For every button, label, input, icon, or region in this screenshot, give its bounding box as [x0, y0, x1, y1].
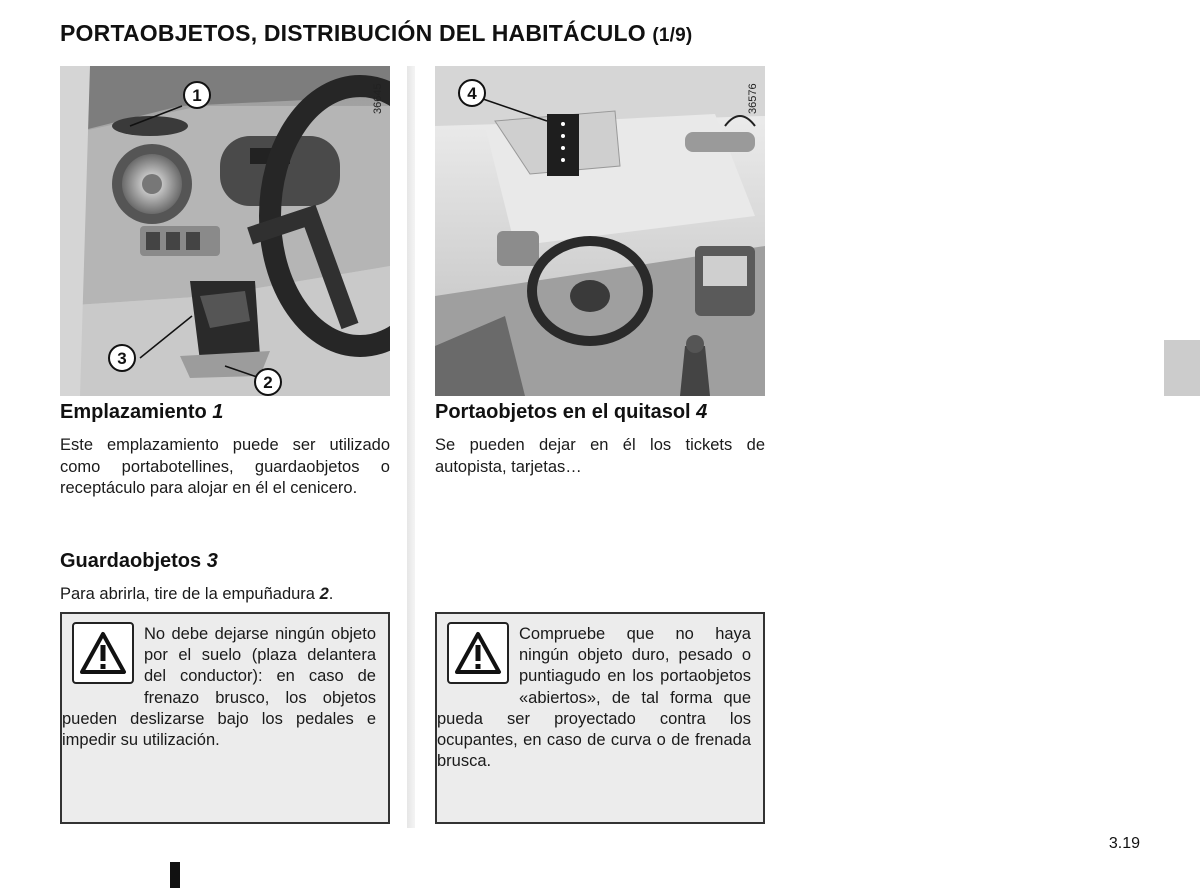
guardaobjetos-text — [60, 584, 390, 606]
callout-2 — [255, 369, 281, 395]
guardaobjetos-text-ref: 2 — [319, 585, 329, 603]
column-divider — [407, 66, 415, 828]
warning-box-right — [435, 612, 765, 824]
warning-text-right: Compruebe que no haya ningún objeto duro, pesado o puntiagudo en los portaobjetos «abiertos», de tal forma que pueda ser proyectado contra los ocupantes, en caso de curva o de frenada brusca. — [437, 625, 751, 771]
callout-1-label: 1 — [192, 86, 202, 105]
heading-emplazamiento-text: Emplazamiento — [60, 401, 207, 423]
callout-4-label: 4 — [467, 84, 477, 103]
crop-mark — [170, 862, 180, 888]
warning-triangle-icon — [447, 622, 509, 684]
right-photo-ref: 36576 — [747, 83, 759, 114]
heading-guardaobjetos-num: 3 — [206, 550, 218, 572]
cabin-illustration — [435, 66, 765, 396]
warning-triangle-icon — [72, 622, 134, 684]
guardaobjetos-text-after: . — [328, 585, 334, 603]
chapter-side-tab — [1164, 340, 1200, 396]
cabin-photo — [435, 66, 765, 396]
callout-3-label: 3 — [117, 349, 127, 368]
callout-3 — [109, 345, 135, 371]
heading-portaobjetos-quitasol — [435, 401, 707, 424]
portaobjetos-text: Se pueden dejar en él los tickets de autopista, tarjetas… — [435, 436, 765, 476]
emplazamiento-text: Este emplazamiento puede ser utilizado como portabotellines, guardaobjetos o receptáculo para alojar en él el cenicero. — [60, 436, 390, 497]
heading-emplazamiento — [60, 401, 223, 424]
page-title-text: PORTAOBJETOS, DISTRIBUCIÓN DEL HABITÁCULO — [60, 20, 646, 46]
callout-2-label: 2 — [263, 373, 273, 392]
heading-portaobjetos-text: Portaobjetos en el quitasol — [435, 401, 691, 423]
dashboard-photo — [60, 66, 390, 396]
heading-emplazamiento-num: 1 — [212, 401, 224, 423]
warning-text-left: No debe dejarse ningún objeto por el suelo (plaza delantera del conductor): en caso de frenazo brusco, los objetos pueden deslizarse bajo los pedales e impedir su utilización. — [62, 625, 376, 750]
page-title-part: (1/9) — [652, 25, 693, 46]
callout-1 — [184, 82, 210, 108]
callout-4 — [459, 80, 485, 106]
left-photo-ref: 36645 — [372, 83, 384, 114]
heading-portaobjetos-num: 4 — [696, 401, 708, 423]
heading-guardaobjetos — [60, 550, 218, 573]
page-title — [60, 20, 692, 47]
dashboard-illustration — [60, 66, 390, 396]
heading-guardaobjetos-text: Guardaobjetos — [60, 550, 202, 572]
guardaobjetos-text-before: Para abrirla, tire de la empuñadura — [60, 585, 315, 603]
warning-box-left — [60, 612, 390, 824]
page-number: 3.19 — [1108, 835, 1140, 852]
